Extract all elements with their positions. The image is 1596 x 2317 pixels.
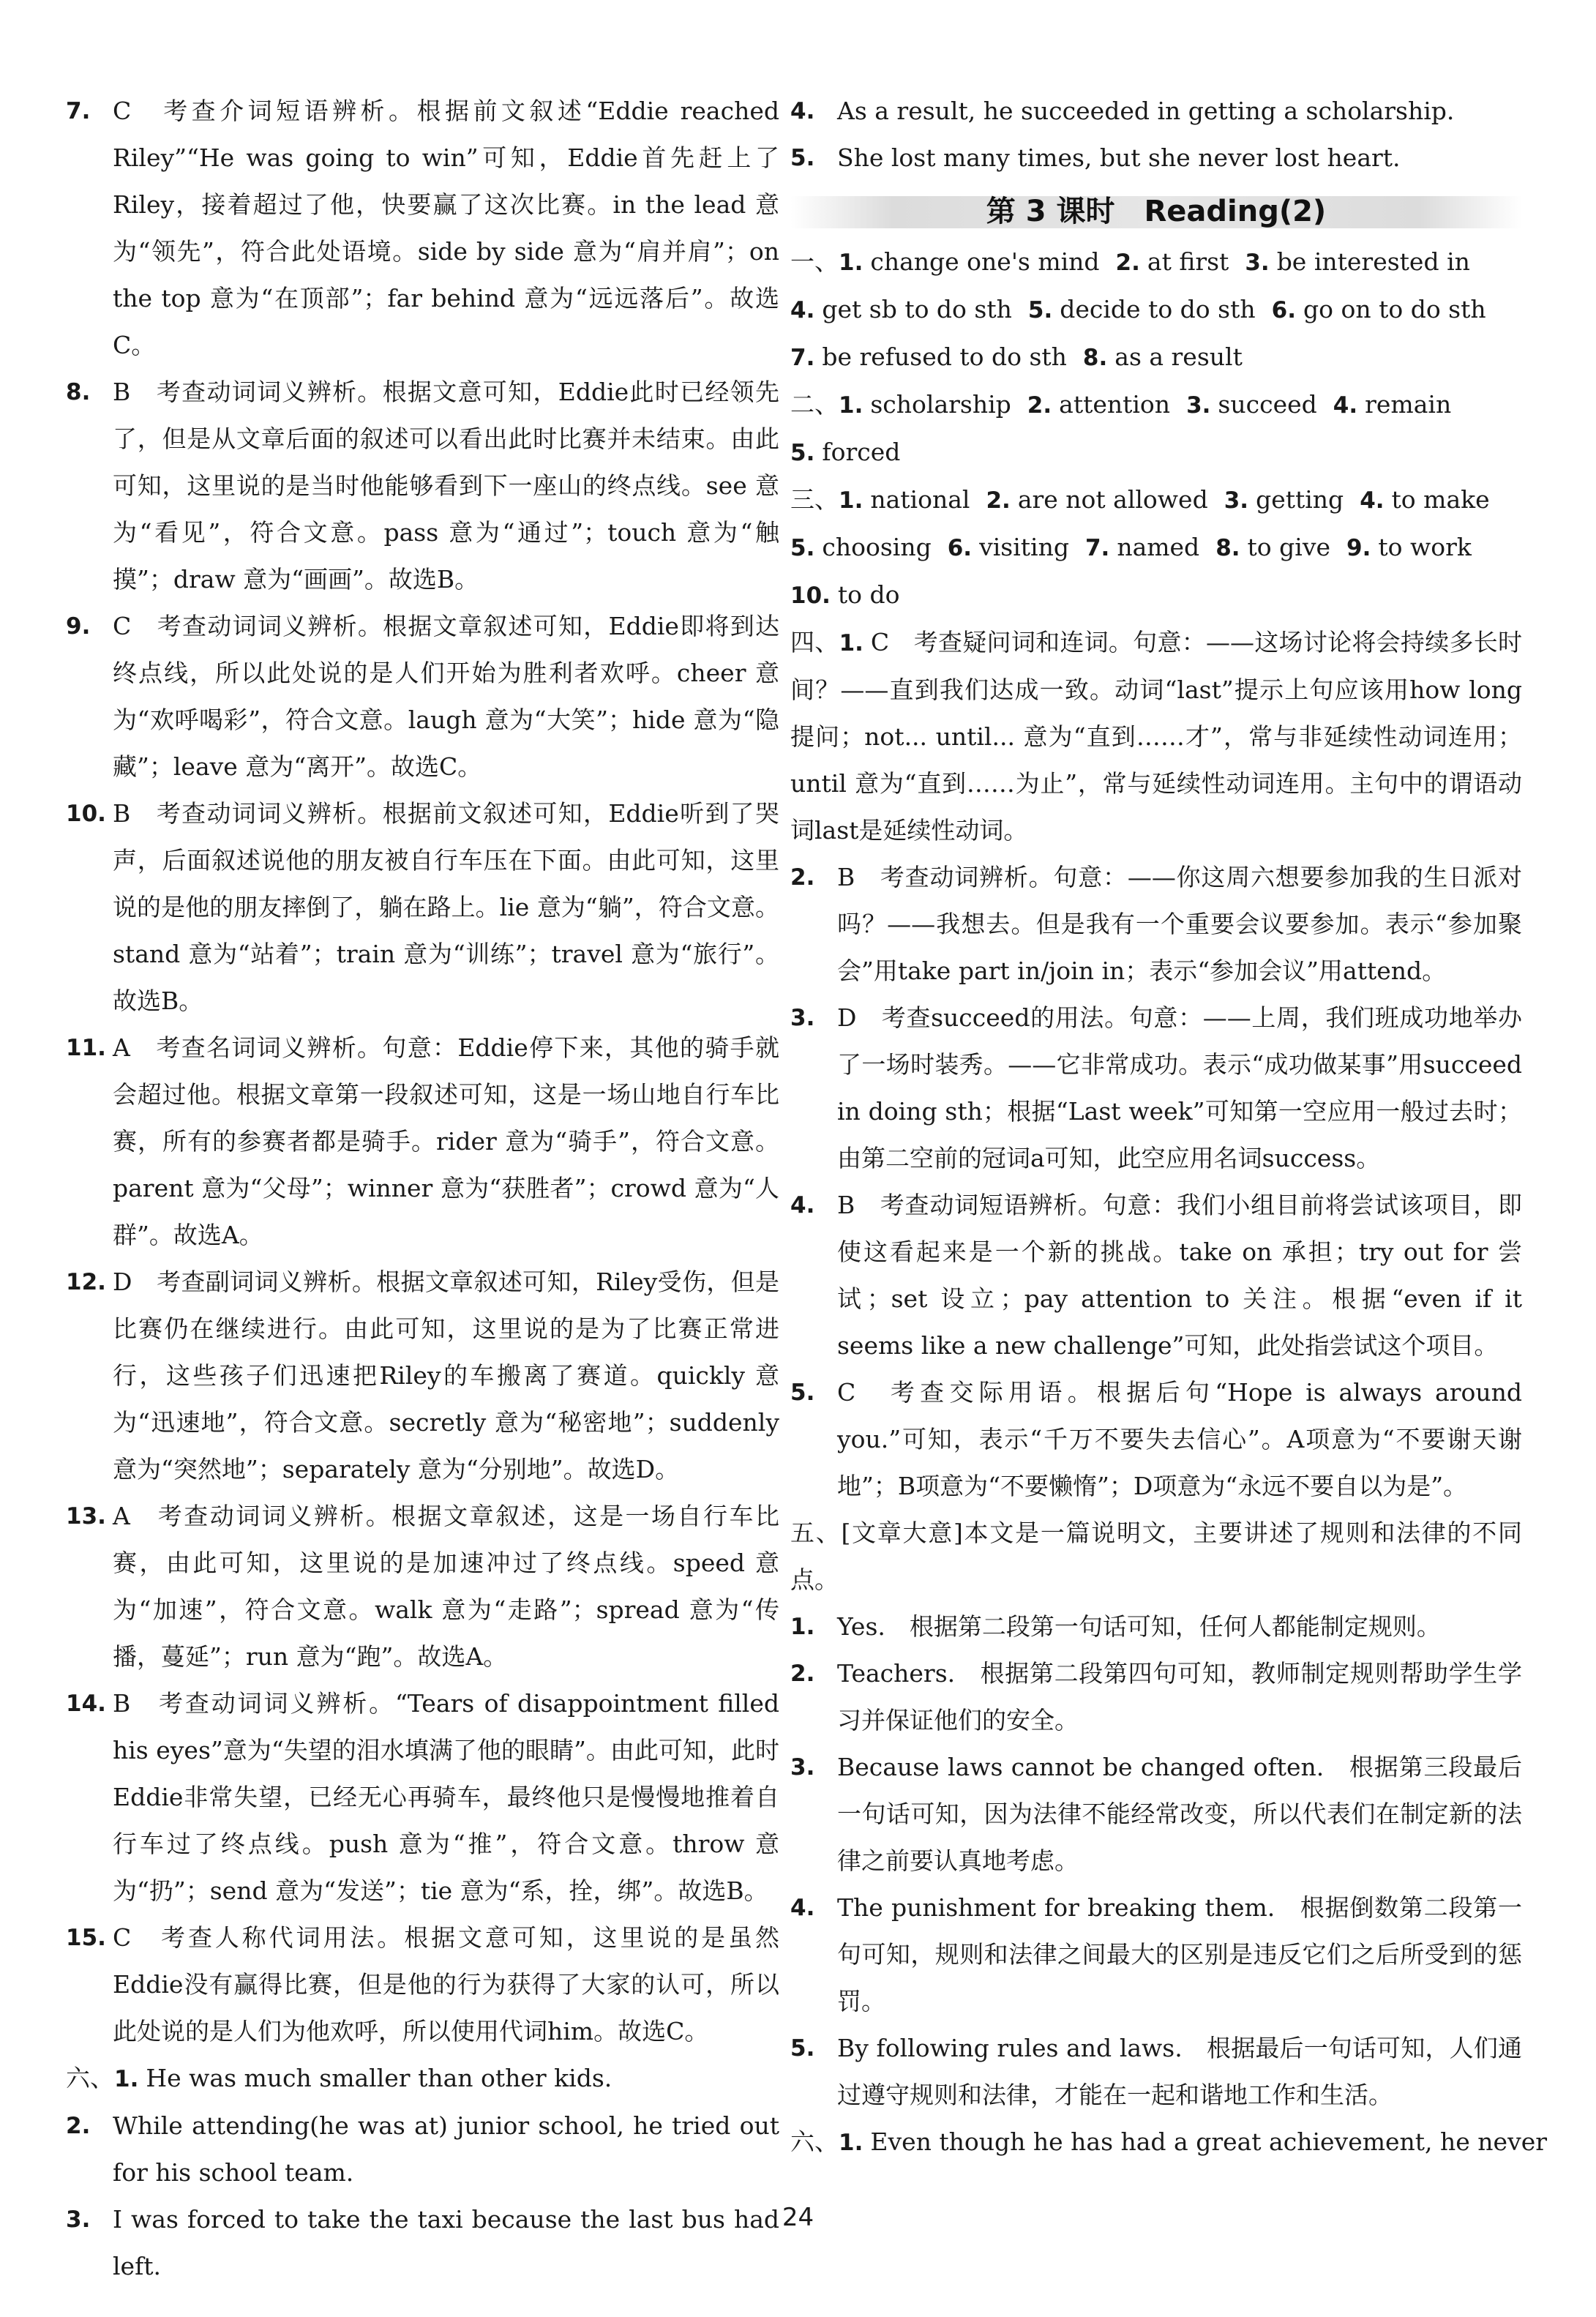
item-number: 3.: [66, 2206, 91, 2233]
item-number: 1.: [114, 2066, 139, 2092]
section-label: 一、: [790, 247, 839, 276]
item-text: I was forced to take the taxi because the last bus had left.: [113, 2205, 779, 2280]
word-row: [790, 524, 1522, 572]
item-text: as a result: [1114, 343, 1243, 371]
item-number: 8.: [1215, 535, 1240, 561]
item-number: 4.: [1333, 392, 1358, 419]
answer-item: [790, 1603, 1522, 1650]
item-text: A 考查名词词义辨析。句意：Eddie停下来，其他的骑手就会超过他。根据文章第一段叙述可知，这是一场山地自行车比赛，所有的参赛者都是骑手。rider 意为“骑手”，符合文意。parent 意为“父母”；winner 意为“获胜者”；crowd 意为“人群”。故选A。: [113, 1033, 779, 1249]
item-number: 2.: [1115, 250, 1140, 276]
item-number: 3.: [790, 1754, 815, 1781]
item-number: 5.: [790, 1380, 815, 1406]
item-text: C 考查交际用语。根据后句“Hope is always around you.”可知，表示“千万不要失去信心”。A项意为“不要谢天谢地”；B项意为“不要懒惰”；D项意为“永远不要自以为是”。: [837, 1378, 1522, 1500]
item-text: visiting: [979, 533, 1069, 561]
section-label: 六、: [66, 2064, 114, 2092]
item-text: B 考查动词短语辨析。句意：我们小组目前将尝试该项目，即使这看起来是一个新的挑战。take on 承担；try out for 尝试；set 设立；pay attention to 关注。根据“even if it seems like a new challenge”可知，此处指尝试这个项目。: [837, 1191, 1522, 1360]
item-text: A 考查动词词义辨析。根据文章叙述，这是一场自行车比赛，由此可知，这里说的是加速冲过了终点线。speed 意为“加速”，符合文意。walk 意为“走路”；spread 意为“传播，蔓延”；run 意为“跑”。故选A。: [113, 1502, 779, 1671]
section-five-intro: [790, 1510, 1522, 1603]
section-label: 二、: [790, 390, 839, 419]
item-text: scholarship: [870, 390, 1011, 419]
item-text: get sb to do sth: [822, 295, 1012, 323]
lesson-title: 第 3 课时 Reading(2): [986, 195, 1327, 228]
item-text: He was much smaller than other kids.: [146, 2064, 612, 2092]
item-text: go on to do sth: [1303, 295, 1486, 323]
item-number: 3.: [1224, 487, 1249, 514]
item-text: to do: [837, 580, 900, 609]
item-text: She lost many times, but she never lost heart.: [837, 143, 1401, 172]
item-text: D 考查副词词义辨析。根据文章叙述可知，Riley受伤，但是比赛仍在继续进行。由此可知，这里说的是为了比赛正常进行，这些孩子们迅速把Riley的车搬离了赛道。quickly 意为“迅速地”，符合文意。secretly 意为“秘密地”；suddenly 意为“突然地”；separately 意为“分别地”。故选D。: [113, 1268, 779, 1483]
item-number: 5.: [790, 145, 815, 171]
item-text: Because laws cannot be changed often. 根据第三段最后一句话可知，因为法律不能经常改变，所以代表们在制定新的法律之前要认真地考虑。: [837, 1753, 1522, 1875]
answer-item: [790, 1650, 1522, 1744]
answer-item: [66, 2103, 779, 2196]
item-number: 1.: [790, 1614, 815, 1640]
item-text: Yes. 根据第二段第一句话可知，任何人都能制定规则。: [837, 1612, 1441, 1641]
word-row: [790, 381, 1522, 429]
item-text: C 考查疑问词和连词。句意：——这场讨论将会持续多长时间？——直到我们达成一致。动词“last”提示上句应该用how long提问；not... until... 意为“直到……才”，常与非延续性动词连用；until 意为“直到……为止”，常与延续性动词连用。主句中的谓语动词last是延续性动词。: [790, 628, 1523, 845]
item-text: While attending(he was at) junior school, he tried out for his school team.: [113, 2111, 779, 2187]
answer-item: [790, 1182, 1522, 1369]
item-number: 8.: [1082, 345, 1108, 371]
item-number: 4.: [790, 297, 815, 323]
section-three: [790, 476, 1522, 619]
right-column: [790, 88, 1548, 2166]
item-number: 1.: [839, 250, 863, 276]
item-number: 1.: [839, 487, 863, 514]
item-number: 4.: [790, 1192, 815, 1219]
section-six-first-line: [66, 2055, 779, 2103]
item-text: are not allowed: [1017, 485, 1208, 514]
item-number: 4.: [790, 1895, 815, 1921]
item-number: 7.: [1084, 535, 1110, 561]
item-text: C 考查动词词义辨析。根据文章叙述可知，Eddie即将到达终点线，所以此处说的是人们开始为胜利者欢呼。cheer 意为“欢呼喝彩”，符合文意。laugh 意为“大笑”；hide 意为“隐藏”；leave 意为“离开”。故选C。: [113, 612, 779, 781]
answer-item: [790, 2025, 1522, 2119]
phrase-row: [790, 239, 1522, 286]
answer-item: [790, 88, 1522, 135]
item-text: succeed: [1218, 390, 1317, 419]
item-number: 3.: [1186, 392, 1211, 419]
answer-item: [790, 135, 1522, 181]
item-text: B 考查动词词义辨析。“Tears of disappointment filled his eyes”意为“失望的泪水填满了他的眼睛”。由此可知，此时Eddie非常失望，已经无心再骑车，最终他只是慢慢地推着自行车过了终点线。push 意为“推”，符合文意。throw 意为“扔”；send 意为“发送”；tie 意为“系，拴，绑”。故选B。: [113, 1689, 779, 1905]
item-number: 12.: [66, 1269, 106, 1295]
item-text: remain: [1365, 390, 1452, 419]
item-text: to work: [1378, 533, 1472, 561]
item-number: 3.: [790, 1005, 815, 1031]
phrase-row: [790, 286, 1522, 334]
answer-item: [66, 1025, 779, 1259]
section-two: [790, 381, 1522, 476]
item-number: 3.: [1245, 250, 1270, 276]
section-label: 六、: [790, 2127, 839, 2156]
item-text: at first: [1147, 247, 1229, 276]
item-text: named: [1117, 533, 1200, 561]
word-row: [790, 429, 1522, 476]
item-number: 10.: [790, 583, 831, 609]
item-text: be interested in: [1276, 247, 1470, 276]
lesson-title-banner: [790, 189, 1522, 234]
item-number: 2.: [790, 1661, 815, 1687]
item-text: to give: [1247, 533, 1331, 561]
item-number: 2.: [66, 2113, 91, 2139]
item-number: 1.: [839, 2130, 863, 2156]
item-number: 5.: [790, 2035, 815, 2062]
answer-item: [790, 854, 1522, 995]
item-text: The punishment for breaking them. 根据倒数第二段第一句可知，规则和法律之间最大的区别是违反它们之后所受到的惩罚。: [837, 1893, 1522, 2015]
section-six-right-line: [790, 2119, 1548, 2166]
item-number: 9.: [1346, 535, 1371, 561]
item-text: Teachers. 根据第二段第四句可知，教师制定规则帮助学生学习并保证他们的安全。: [837, 1659, 1522, 1734]
section-six-right: [790, 2119, 1548, 2166]
left-column: [66, 88, 779, 2290]
item-number: 4.: [790, 98, 815, 124]
item-number: 2.: [986, 487, 1011, 514]
section-five: [790, 1510, 1522, 2119]
item-text: change one's mind: [870, 247, 1100, 276]
item-number: 2.: [1027, 392, 1052, 419]
phrase-row: [790, 334, 1522, 381]
item-text: B 考查动词词义辨析。根据文意可知，Eddie此时已经领先了，但是从文章后面的叙述可以看出此时比赛并未结束。由此可知，这里说的是当时他能够看到下一座山的终点线。see 意为“看见”，符合文意。pass 意为“通过”；touch 意为“触摸”；draw 意为“画画”。故选B。: [113, 378, 779, 594]
item-text: As a result, he succeeded in getting a scholarship.: [837, 97, 1455, 125]
item-number: 7.: [790, 345, 815, 371]
item-number: 8.: [66, 379, 91, 405]
section-four: [790, 619, 1522, 1510]
item-text: attention: [1059, 390, 1171, 419]
item-number: 5.: [790, 440, 815, 466]
answer-item: [66, 603, 779, 790]
item-number: 1.: [839, 630, 863, 656]
answer-item: [66, 369, 779, 603]
item-number: 13.: [66, 1503, 106, 1530]
item-number: 9.: [66, 613, 91, 640]
item-number: 1.: [839, 392, 863, 419]
item-text: decide to do sth: [1060, 295, 1256, 323]
right-top-answers: [790, 88, 1522, 181]
item-number: 15.: [66, 1925, 106, 1951]
left-answer-list: [66, 88, 779, 2055]
item-text: be refused to do sth: [822, 343, 1067, 371]
answer-item: [66, 1493, 779, 1680]
item-text: Even though he has had a great achievement, he never: [870, 2127, 1548, 2156]
item-number: 14.: [66, 1691, 106, 1717]
article-summary: [文章大意]本文是一篇说明文，主要讲述了规则和法律的不同点。: [790, 1519, 1523, 1594]
section-label: 三、: [790, 485, 839, 514]
item-number: 2.: [790, 864, 815, 891]
answer-item: [66, 1680, 779, 1914]
section-label: 五、: [790, 1519, 842, 1547]
item-text: D 考查succeed的用法。句意：——上周，我们班成功地举办了一场时装秀。——它非常成功。表示“成功做某事”用succeed in doing sth；根据“Last week”可知第一空应用一般过去时；由第二空前的冠词a可知，此空应用名词success。: [837, 1003, 1522, 1172]
section-one: [790, 239, 1522, 381]
answer-item: [66, 1914, 779, 2055]
word-row: [790, 572, 1522, 619]
answer-item: [790, 1884, 1522, 2025]
item-number: 5.: [1027, 297, 1053, 323]
answer-item: [66, 1259, 779, 1493]
item-text: to make: [1391, 485, 1490, 514]
item-text: C 考查介词短语辨析。根据前文叙述“Eddie reached Riley”“He was going to win”可知，Eddie首先赶上了Riley，接着超过了他，快要赢了这次比赛。in the lead 意为“领先”，符合此处语境。side by side 意为“肩并肩”；on the top 意为“在顶部”；far behind 意为“远远落后”。故选C。: [113, 97, 779, 359]
item-number: 11.: [66, 1035, 106, 1061]
item-number: 7.: [66, 98, 91, 124]
item-text: C 考查人称代词用法。根据文意可知，这里说的是虽然Eddie没有赢得比赛，但是他的行为获得了大家的认可，所以此处说的是人们为他欢呼，所以使用代词him。故选C。: [113, 1923, 779, 2045]
answer-item: [790, 619, 1522, 854]
answer-item: [790, 1369, 1522, 1510]
item-number: 4.: [1360, 487, 1385, 514]
item-number: 6.: [1271, 297, 1296, 323]
answer-item: [66, 88, 779, 369]
answer-item: [66, 790, 779, 1025]
item-text: B 考查动词词义辨析。根据前文叙述可知，Eddie听到了哭声，后面叙述说他的朋友被自行车压在下面。由此可知，这里说的是他的朋友摔倒了，躺在路上。lie 意为“躺”，符合文意。stand 意为“站着”；train 意为“训练”；travel 意为“旅行”。故选B。: [113, 799, 779, 1015]
item-text: B 考查动词辨析。句意：——你这周六想要参加我的生日派对吗？——我想去。但是我有一个重要会议要参加。表示“参加聚会”用take part in/join in；表示“参加会议”用attend。: [837, 863, 1522, 985]
item-text: national: [870, 485, 970, 514]
section-six-left: [66, 2055, 779, 2290]
item-text: getting: [1256, 485, 1344, 514]
item-number: 6.: [947, 535, 973, 561]
item-text: choosing: [822, 533, 932, 561]
page-number: 24: [782, 2203, 814, 2232]
answer-item: [790, 995, 1522, 1182]
section-label: 四、: [790, 628, 839, 656]
item-number: 10.: [66, 801, 106, 827]
item-text: By following rules and laws. 根据最后一句话可知，人们通过遵守规则和法律，才能在一起和谐地工作和生活。: [837, 2034, 1522, 2109]
item-number: 5.: [790, 535, 815, 561]
answer-item: [790, 1744, 1522, 1884]
item-text: forced: [822, 438, 901, 466]
word-row: [790, 476, 1522, 524]
